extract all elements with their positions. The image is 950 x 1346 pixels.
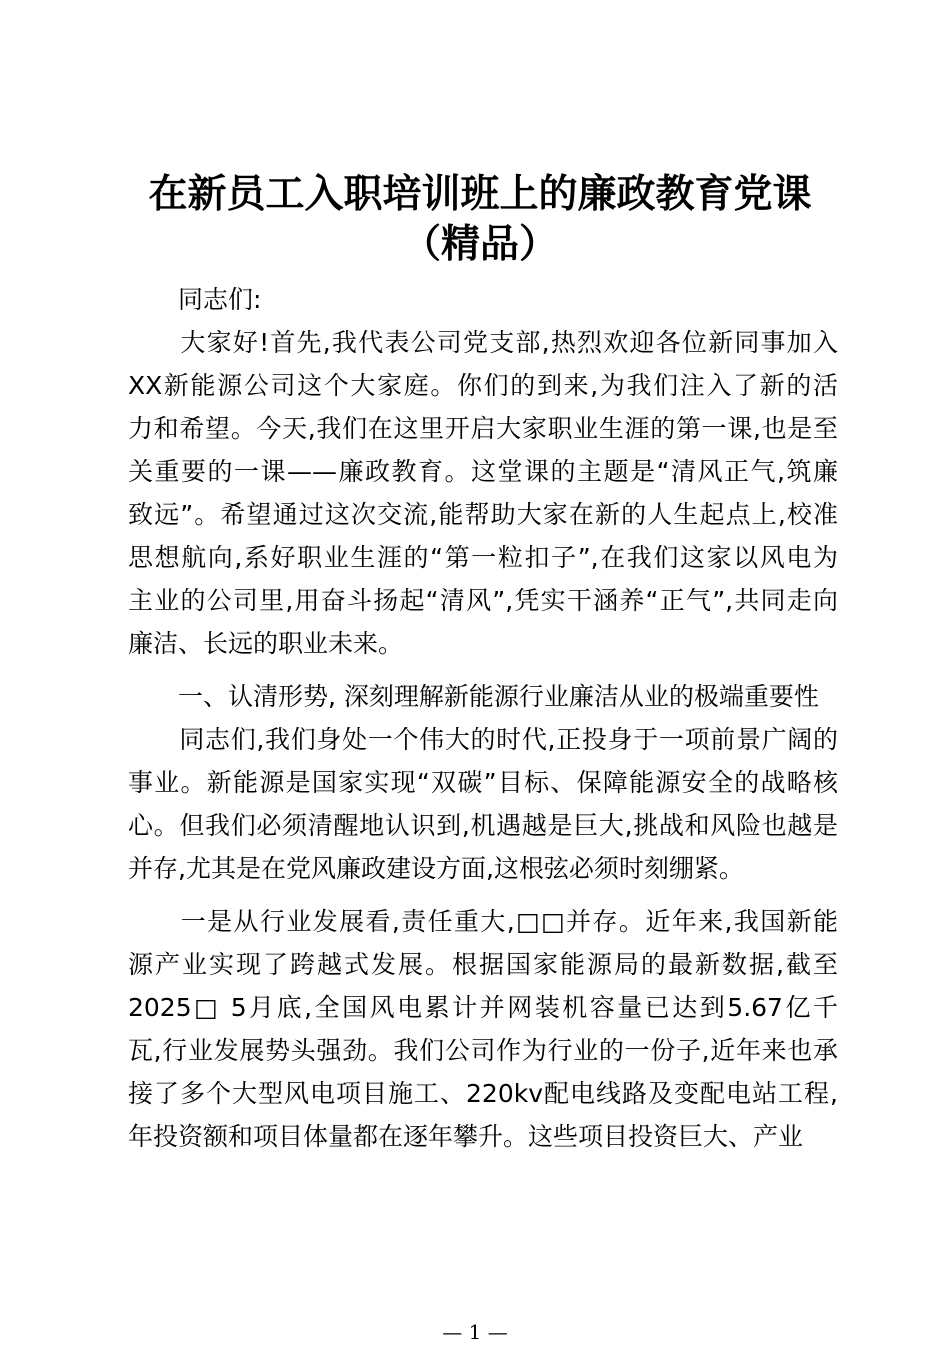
body-line: 致远”。希望通过这次交流,能帮助大家在新的人生起点上,校准 — [128, 500, 838, 529]
body-line: 2025□ 5月底,全国风电累计并网装机容量已达到5.67亿千 — [128, 993, 838, 1022]
section-heading: 一、认清形势, 深刻理解新能源行业廉洁从业的极端重要性 — [128, 682, 819, 711]
body-line: 思想航向,系好职业生涯的“第一粒扣子”,在我们这家以风电为 — [128, 543, 838, 572]
body-line: 源产业实现了跨越式发展。根据国家能源局的最新数据,截至 — [128, 950, 838, 979]
document-title-line-1: 在新员工入职培训班上的廉政教育党课 — [148, 171, 812, 217]
body-line: 主业的公司里,用奋斗扬起“清风”,凭实干涵养“正气”,共同走向 — [128, 586, 838, 615]
body-line: 廉洁、长远的职业未来。 — [128, 629, 404, 658]
salutation-line: 同志们: — [128, 285, 262, 314]
body-line: 一是从行业发展看,责任重大,□□并存。近年来,我国新能 — [128, 907, 838, 936]
body-line: 同志们,我们身处一个伟大的时代,正投身于一项前景广阔的 — [128, 725, 838, 754]
document-title-line-2: （精品） — [401, 221, 558, 267]
body-line: 心。但我们必须清醒地认识到,机遇越是巨大,挑战和风险也越是 — [128, 811, 838, 840]
page-number: — 1 — — [442, 1320, 508, 1344]
body-line: 事业。新能源是国家实现“双碳”目标、保障能源安全的战略核 — [128, 768, 838, 797]
body-line: 大家好!首先,我代表公司党支部,热烈欢迎各位新同事加入 — [128, 328, 838, 357]
body-line: 关重要的一课——廉政教育。这堂课的主题是“清风正气,筑廉 — [128, 457, 838, 486]
body-line: 力和希望。今天,我们在这里开启大家职业生涯的第一课,也是至 — [128, 414, 838, 443]
body-line: 年投资额和项目体量都在逐年攀升。这些项目投资巨大、产业 — [128, 1122, 804, 1151]
body-line: 接了多个大型风电项目施工、220kv配电线路及变配电站工程, — [128, 1079, 838, 1108]
body-line: 并存,尤其是在党风廉政建设方面,这根弦必须时刻绷紧。 — [128, 854, 744, 883]
body-line: 瓦,行业发展势头强劲。我们公司作为行业的一份子,近年来也承 — [128, 1036, 838, 1065]
body-line: XX新能源公司这个大家庭。你们的到来,为我们注入了新的活 — [128, 371, 838, 400]
